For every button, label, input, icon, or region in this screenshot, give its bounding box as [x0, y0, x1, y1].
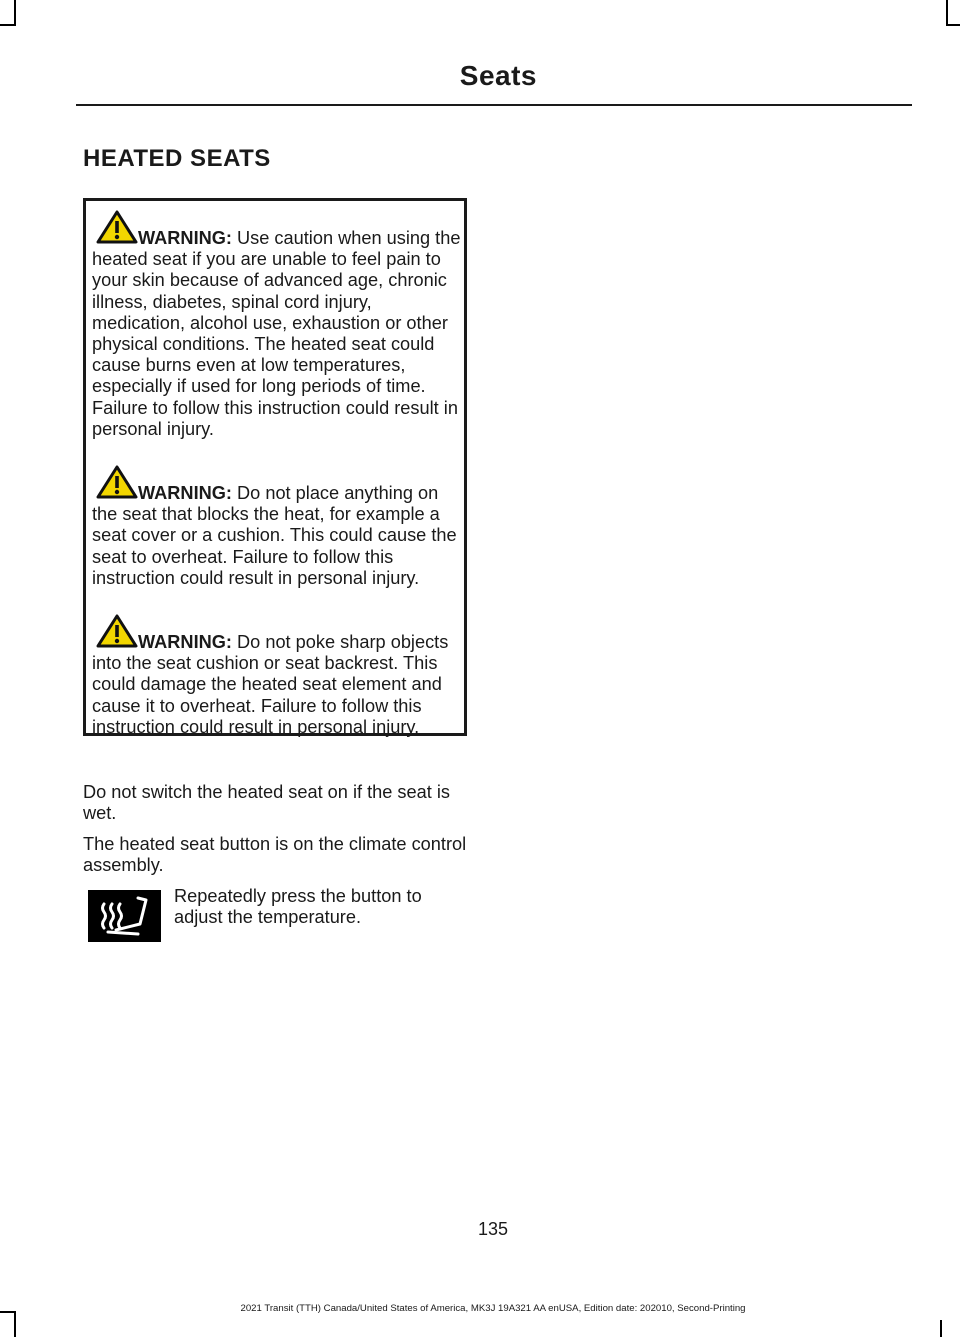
warning-label: WARNING: [138, 483, 232, 503]
warning-triangle-icon [96, 614, 138, 648]
warning-3 [92, 632, 461, 738]
body-paragraph: The heated seat button is on the climate control assembly. [83, 834, 467, 876]
warning-label: WARNING: [138, 632, 232, 652]
heated-seat-icon [88, 890, 161, 942]
warning-box [83, 198, 467, 736]
warning-text: Do not place anything on the seat that blocks the heat, for example a seat cover or a cushion. This could cause the seat to overheat. Failure to follow this instruction could result in personal injury. [92, 483, 457, 588]
crop-mark [0, 24, 16, 26]
crop-mark [14, 1311, 16, 1337]
body-paragraph: Do not switch the heated seat on if the seat is wet. [83, 782, 451, 824]
header-divider [76, 104, 912, 106]
crop-mark [14, 0, 16, 26]
crop-mark [940, 1320, 942, 1337]
crop-mark [946, 0, 948, 26]
warning-label: WARNING: [138, 228, 232, 248]
warning-text: Use caution when using the heated seat if you are unable to feel pain to your skin because of advanced age, chronic illness, diabetes, spinal cord injury, medication, alcohol use, exhaustion or other physical conditions. The heated seat could cause burns even at low temperatures, especially if used for long periods of time. Failure to follow this instruction could result in personal injury. [92, 228, 461, 439]
icon-instruction: Repeatedly press the button to adjust the temperature. [174, 886, 422, 928]
page-number: 135 [477, 1219, 509, 1239]
warning-triangle-icon [96, 465, 138, 499]
warning-text: Do not poke sharp objects into the seat cushion or seat backrest. This could damage the heated seat element and cause it to overheat. Failure to follow this instruction could result in personal injury. [92, 632, 449, 737]
warning-1 [92, 228, 461, 440]
footer-edition: 2021 Transit (TTH) Canada/United States of America, MK3J 19A321 AA enUSA, Edition date: 202010, Second-Printing [240, 1303, 746, 1314]
page-header-title: Seats [459, 60, 537, 91]
warning-triangle-icon [96, 210, 138, 244]
warning-2 [92, 483, 461, 589]
crop-mark [946, 24, 960, 26]
section-heading: HEATED SEATS [83, 145, 271, 172]
